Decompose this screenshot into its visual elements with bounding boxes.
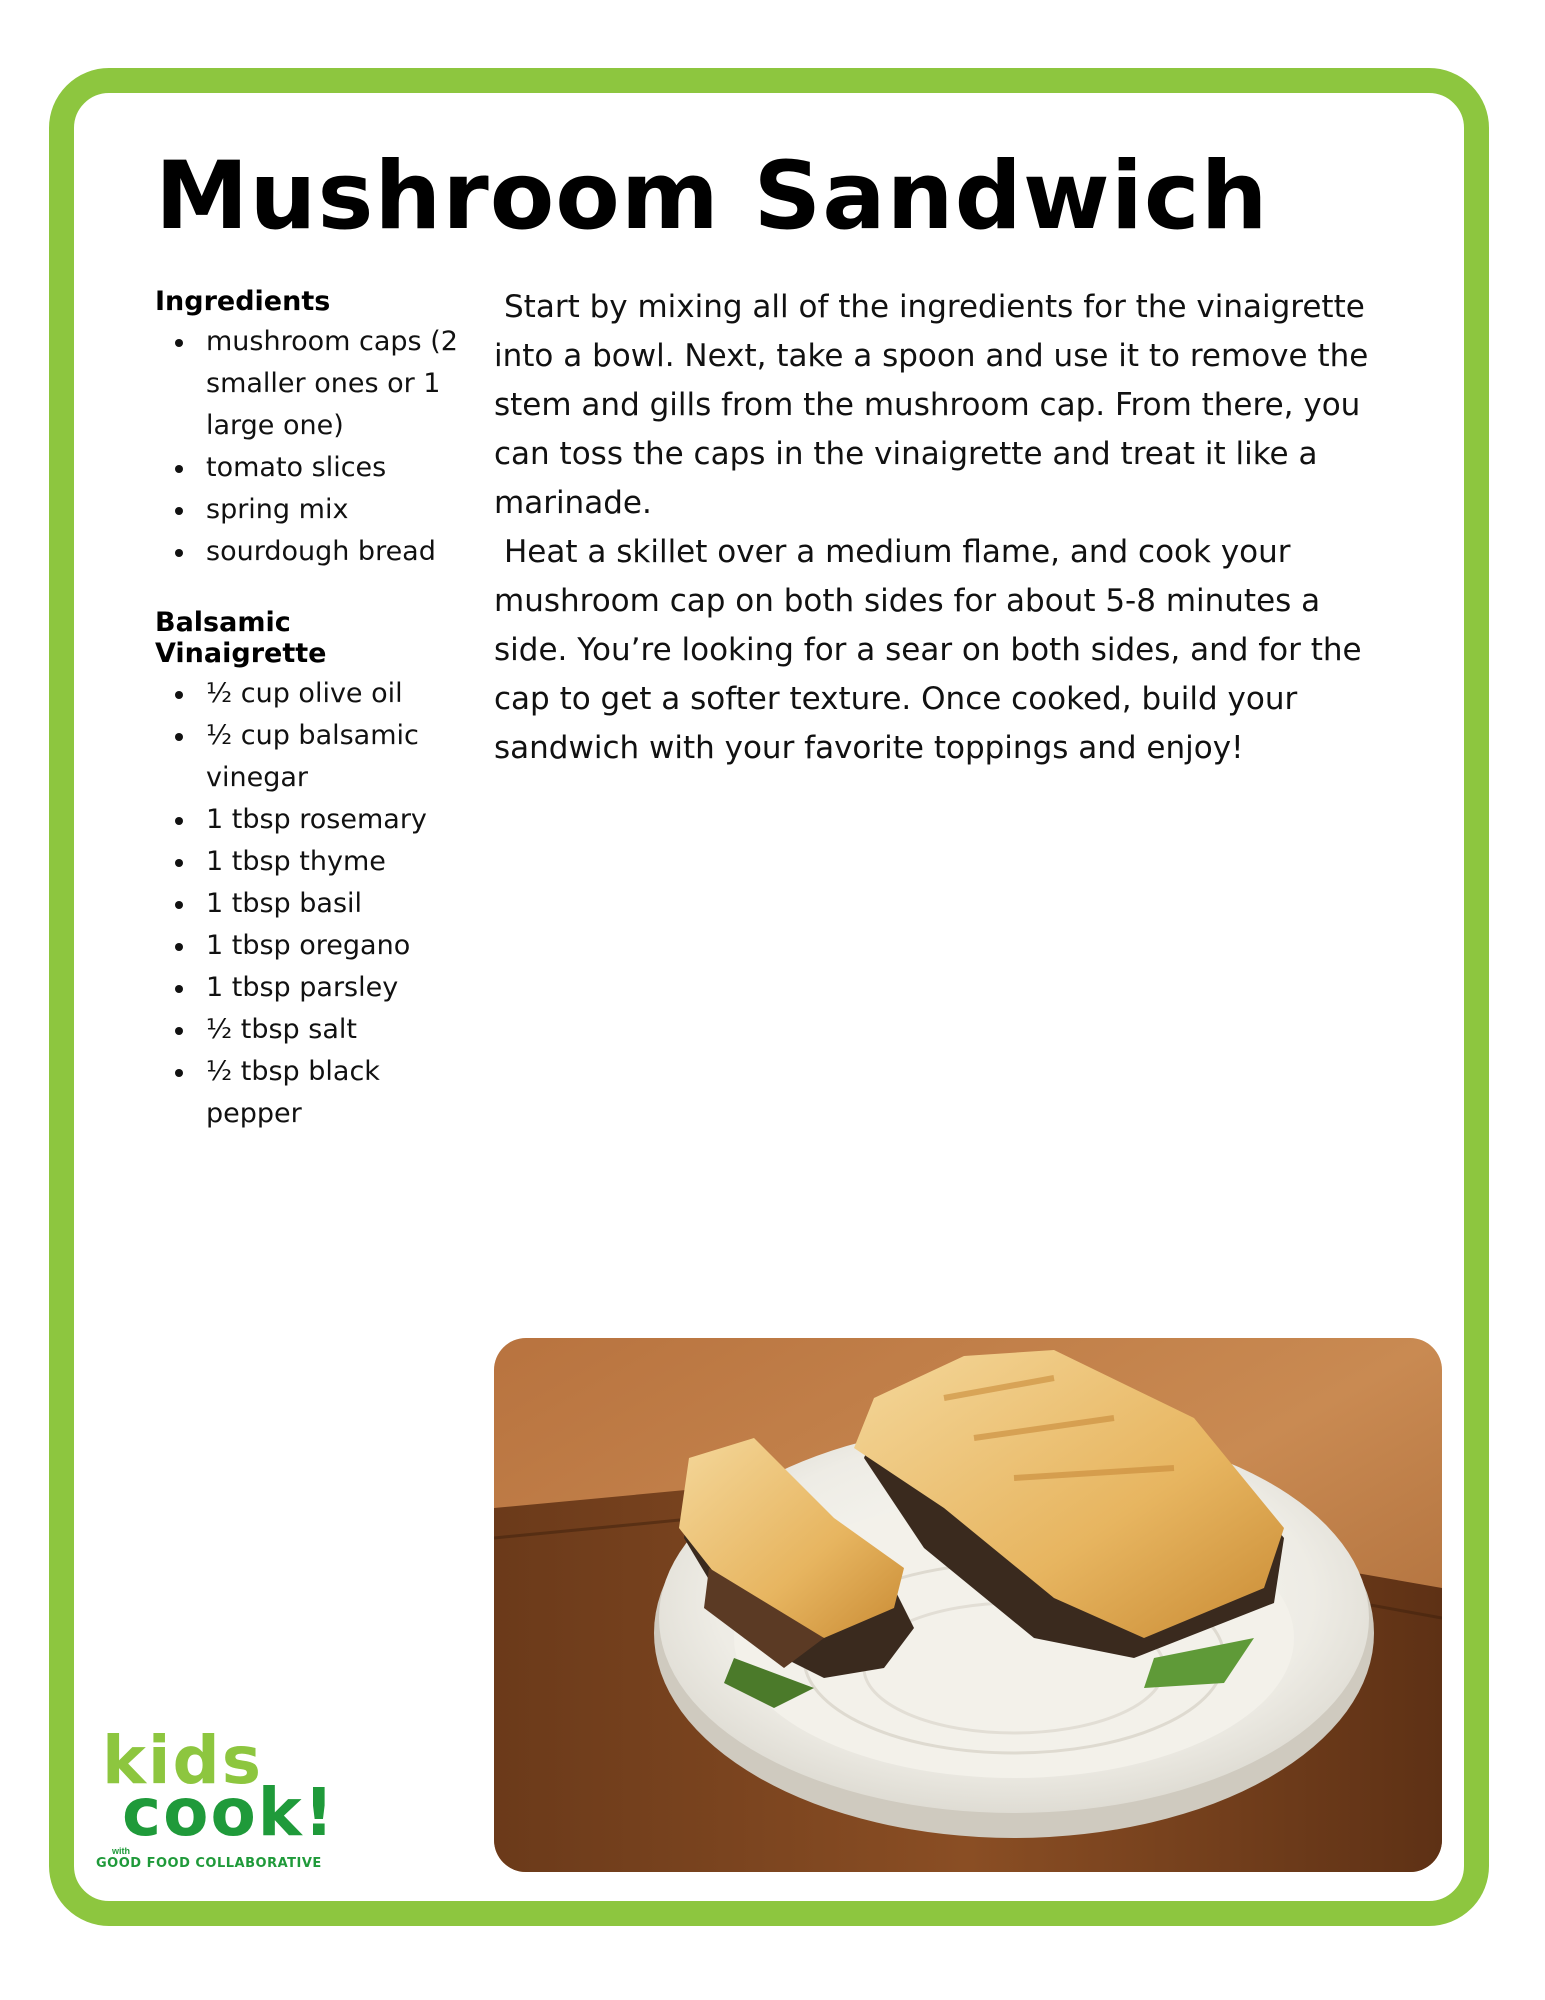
vinaigrette-item: 1 tbsp rosemary [155,799,465,841]
kids-cook-logo [92,1718,352,1878]
ingredient-item: sourdough bread [155,531,465,573]
vinaigrette-item: 1 tbsp oregano [155,925,465,967]
vinaigrette-item: 1 tbsp thyme [155,841,465,883]
vinaigrette-item: ½ cup balsamic vinegar [155,715,465,799]
ingredients-column [155,286,465,1169]
vinaigrette-list [155,673,465,1135]
logo-kids-text: kids [102,1722,264,1799]
vinaigrette-item: 1 tbsp parsley [155,967,465,1009]
ingredients-list [155,321,465,573]
vinaigrette-item: ½ cup olive oil [155,673,465,715]
ingredients-heading: Ingredients [155,286,331,317]
vinaigrette-item: 1 tbsp basil [155,883,465,925]
recipe-title: Mushroom Sandwich [155,142,1269,251]
vinaigrette-heading: Balsamic Vinaigrette [155,607,327,669]
vinaigrette-item: ½ tbsp black pepper [155,1051,465,1135]
ingredient-item: mushroom caps (2 smaller ones or 1 large one) [155,321,465,447]
ingredient-item: spring mix [155,489,465,531]
instruction-paragraph: Heat a skillet over a medium flame, and cook your mushroom cap on both sides for about 5-8 minutes a side. You’re looking for a sear on both sides, and for the cap to get a softer texture. Once cooked, build your sandwich with your favorite toppings and enjoy! [494,534,1362,766]
instructions [494,283,1394,773]
sandwich-photo [494,1338,1442,1872]
logo-with-text: with [112,1846,130,1856]
vinaigrette-item: ½ tbsp salt [155,1009,465,1051]
instruction-paragraph: Start by mixing all of the ingredients for the vinaigrette into a bowl. Next, take a spoon and use it to remove the stem and gills from the mushroom cap. From there, you can toss the caps in the vinaigrette and treat it like a marinade. [494,289,1369,521]
logo-cook-text: cook! [122,1774,336,1851]
logo-org-text: GOOD FOOD COLLABORATIVE [96,1856,322,1871]
ingredient-item: tomato slices [155,447,465,489]
